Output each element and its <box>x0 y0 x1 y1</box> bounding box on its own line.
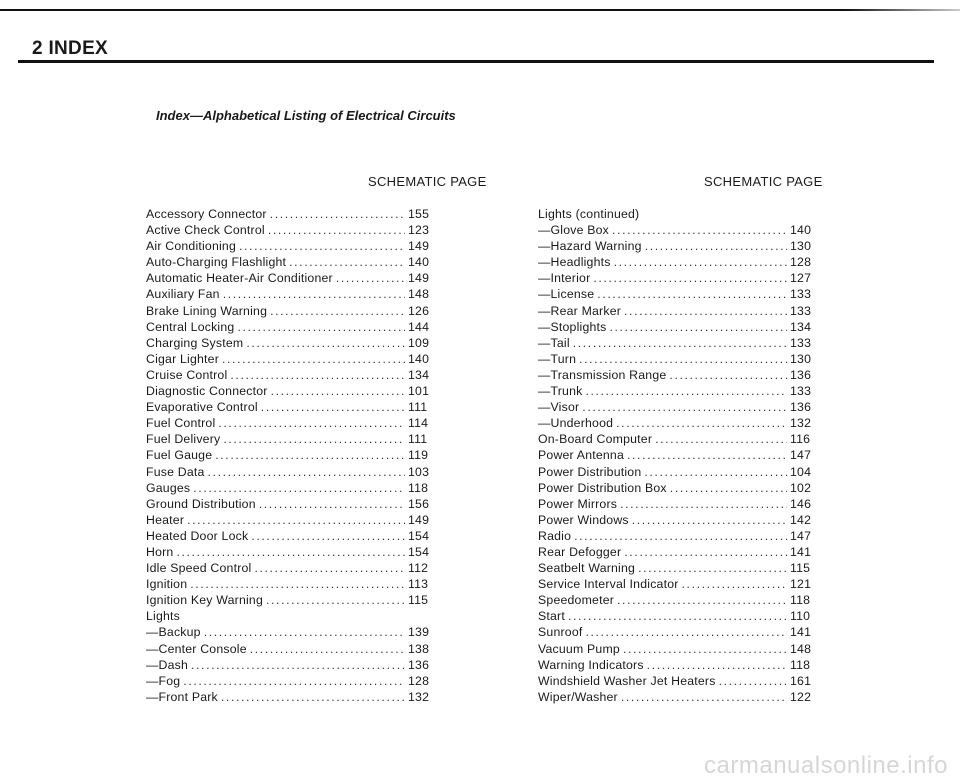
entry-name: Rear Defogger <box>538 544 622 559</box>
entry-page-number: 154 <box>408 528 430 543</box>
entry-name: Service Interval Indicator <box>538 577 679 592</box>
heading-rule <box>18 60 934 63</box>
entry-page-number: 133 <box>790 303 812 318</box>
entry-name: Ground Distribution <box>146 496 256 511</box>
entry-page-number: 113 <box>408 577 429 592</box>
entry-name: —Tail <box>538 335 570 350</box>
entry-page-number: 155 <box>408 207 430 221</box>
dot-leader <box>190 576 405 592</box>
index-entry <box>538 431 814 447</box>
index-entry <box>146 399 432 415</box>
entry-name: Fuel Gauge <box>146 448 213 463</box>
dot-leader <box>670 480 787 496</box>
index-entry <box>538 528 814 544</box>
index-entry <box>146 367 432 383</box>
entry-page-number: 118 <box>408 480 429 495</box>
entry-name: Fuel Delivery <box>146 432 221 447</box>
dot-leader <box>259 496 405 512</box>
entry-page-number: 136 <box>790 367 812 382</box>
index-entry <box>538 319 814 335</box>
entry-page-number: 103 <box>408 464 430 479</box>
index-entry <box>146 560 432 576</box>
entry-name: —Visor <box>538 400 580 415</box>
index-entry <box>146 222 432 238</box>
index-entry <box>146 303 432 319</box>
dot-leader <box>597 286 787 302</box>
index-entry <box>146 496 432 512</box>
dot-leader <box>239 238 405 254</box>
entry-page-number: 144 <box>408 319 430 334</box>
index-entry <box>538 399 814 415</box>
index-entry <box>538 270 814 286</box>
dot-leader <box>579 351 787 367</box>
dot-leader <box>568 608 787 624</box>
dot-leader <box>669 367 787 383</box>
entry-name: Wiper/Washer <box>538 689 618 704</box>
dot-leader <box>719 673 787 689</box>
dot-leader <box>616 415 787 431</box>
index-subtitle: Index—Alphabetical Listing of Electrical Circuits <box>156 108 456 123</box>
dot-leader <box>617 592 787 608</box>
dot-leader <box>223 286 405 302</box>
index-entry <box>538 303 814 319</box>
index-entry <box>146 641 432 657</box>
entry-name: Lights (continued) <box>538 207 640 221</box>
entry-name: Power Windows <box>538 512 629 527</box>
entry-name: Seatbelt Warning <box>538 561 636 576</box>
entry-page-number: 132 <box>408 689 430 704</box>
entry-name: —Underhood <box>538 416 614 431</box>
entry-name: Windshield Washer Jet Heaters <box>538 673 716 688</box>
entry-page-number: 119 <box>408 448 429 463</box>
index-entry <box>538 415 814 431</box>
entry-page-number: 149 <box>408 239 430 254</box>
entry-page-number: 134 <box>408 367 430 382</box>
entry-page-number: 147 <box>790 448 812 463</box>
index-list-right <box>538 206 814 705</box>
entry-name: Ignition Key Warning <box>146 593 264 608</box>
index-entry <box>146 335 432 351</box>
entry-name: Speedometer <box>538 593 615 608</box>
index-entry <box>146 512 432 528</box>
watermark: carmanualsonline.info <box>704 752 948 779</box>
index-entry <box>538 383 814 399</box>
entry-page-number: 115 <box>408 593 429 608</box>
entry-name: Idle Speed Control <box>146 561 252 576</box>
entry-page-number: 121 <box>790 577 812 592</box>
entry-name: Auxiliary Fan <box>146 287 220 302</box>
entry-page-number: 110 <box>790 609 811 624</box>
dot-leader <box>682 576 787 592</box>
index-entry <box>146 592 432 608</box>
entry-name: Heated Door Lock <box>146 528 249 543</box>
dot-leader <box>204 624 405 640</box>
entry-page-number: 134 <box>790 319 812 334</box>
index-entry <box>538 657 814 673</box>
entry-page-number: 142 <box>790 512 812 527</box>
index-entry <box>146 254 432 270</box>
index-entry <box>538 238 814 254</box>
index-entry <box>146 206 432 222</box>
index-entry <box>146 657 432 673</box>
index-entry <box>146 608 432 624</box>
entry-name: Start <box>538 609 565 624</box>
dot-leader <box>610 319 788 335</box>
entry-page-number: 136 <box>408 657 430 672</box>
index-entry <box>146 383 432 399</box>
entry-name: Air Conditioning <box>146 239 237 254</box>
entry-page-number: 116 <box>790 432 811 447</box>
entry-name: Sunroof <box>538 625 583 640</box>
index-entry <box>538 367 814 383</box>
entry-page-number: 109 <box>408 335 430 350</box>
entry-page-number: 133 <box>790 335 812 350</box>
entry-page-number: 114 <box>408 416 429 431</box>
index-entry <box>538 496 814 512</box>
dot-leader <box>336 270 405 286</box>
entry-page-number: 130 <box>790 351 812 366</box>
dot-leader <box>574 528 787 544</box>
entry-name: —Rear Marker <box>538 303 622 318</box>
entry-name: Cruise Control <box>146 367 228 382</box>
dot-leader <box>254 560 405 576</box>
index-entry <box>146 319 432 335</box>
index-entry <box>146 431 432 447</box>
entry-page-number: 141 <box>790 625 812 640</box>
dot-leader <box>191 657 405 673</box>
index-entry <box>538 673 814 689</box>
entry-page-number: 122 <box>790 689 812 704</box>
dot-leader <box>632 512 787 528</box>
dot-leader <box>621 689 787 705</box>
index-entry <box>538 512 814 528</box>
index-entry <box>146 447 432 463</box>
index-entry <box>538 206 814 222</box>
entry-name: —Center Console <box>146 641 247 656</box>
index-entry <box>146 464 432 480</box>
dot-leader <box>655 431 787 447</box>
entry-page-number: 128 <box>408 673 430 688</box>
entry-name: Central Locking <box>146 319 235 334</box>
entry-name: —Backup <box>146 625 201 640</box>
entry-name: Charging System <box>146 335 244 350</box>
entry-name: Power Distribution Box <box>538 480 667 495</box>
entry-page-number: 140 <box>408 351 430 366</box>
index-entry <box>538 576 814 592</box>
index-entry <box>146 673 432 689</box>
index-entry <box>538 335 814 351</box>
entry-name: —Transmission Range <box>538 367 667 382</box>
dot-leader <box>223 431 405 447</box>
entry-name: Brake Lining Warning <box>146 303 268 318</box>
entry-name: Power Mirrors <box>538 496 618 511</box>
entry-name: Radio <box>538 528 572 543</box>
top-rule <box>0 9 960 11</box>
entry-page-number: 139 <box>408 625 430 640</box>
dot-leader <box>221 689 405 705</box>
dot-leader <box>585 383 787 399</box>
dot-leader <box>261 399 405 415</box>
dot-leader <box>250 641 405 657</box>
dot-leader <box>638 560 787 576</box>
column-header-left: SCHEMATIC PAGE <box>368 174 487 189</box>
entry-name: —Glove Box <box>538 223 610 238</box>
entry-page-number: 128 <box>790 255 812 270</box>
dot-leader <box>593 270 787 286</box>
index-entry <box>538 592 814 608</box>
entry-name: Cigar Lighter <box>146 351 220 366</box>
dot-leader <box>585 624 787 640</box>
dot-leader <box>215 447 405 463</box>
dot-leader <box>176 544 405 560</box>
dot-leader <box>268 222 405 238</box>
index-entry <box>538 447 814 463</box>
entry-page-number: 138 <box>408 641 430 656</box>
entry-page-number: 149 <box>408 512 430 527</box>
entry-page-number: 156 <box>408 496 430 511</box>
entry-page-number: 112 <box>408 561 429 576</box>
entry-page-number: 147 <box>790 528 812 543</box>
entry-page-number: 133 <box>790 287 812 302</box>
entry-page-number: 154 <box>408 544 430 559</box>
entry-page-number: 148 <box>790 641 812 656</box>
entry-page-number: 101 <box>408 384 430 399</box>
entry-page-number: 118 <box>790 593 811 608</box>
dot-leader <box>614 254 787 270</box>
entry-name: —Turn <box>538 351 577 366</box>
entry-name: On-Board Computer <box>538 432 653 447</box>
dot-leader <box>270 206 405 222</box>
dot-leader <box>645 238 787 254</box>
entry-page-number: 132 <box>790 416 812 431</box>
entry-name: —Front Park <box>146 689 218 704</box>
entry-name: Vacuum Pump <box>538 641 620 656</box>
entry-name: Power Distribution <box>538 464 642 479</box>
dot-leader <box>289 254 405 270</box>
dot-leader <box>647 657 787 673</box>
entry-page-number: 126 <box>408 303 430 318</box>
index-entry <box>146 270 432 286</box>
entry-page-number: 127 <box>790 271 812 286</box>
dot-leader <box>193 480 405 496</box>
dot-leader <box>644 464 787 480</box>
entry-page-number: 111 <box>408 432 428 447</box>
entry-page-number: 136 <box>790 400 812 415</box>
page-title: 2 INDEX <box>32 38 109 59</box>
dot-leader <box>266 592 405 608</box>
entry-name: —Headlights <box>538 255 611 270</box>
entry-name: —Interior <box>538 271 591 286</box>
entry-name: —Dash <box>146 657 189 672</box>
index-entry <box>146 480 432 496</box>
entry-name: —License <box>538 287 595 302</box>
index-entry <box>538 689 814 705</box>
index-entry <box>538 286 814 302</box>
column-header-right: SCHEMATIC PAGE <box>704 174 823 189</box>
index-entry <box>538 560 814 576</box>
index-entry <box>538 464 814 480</box>
dot-leader <box>624 303 787 319</box>
entry-name: Gauges <box>146 480 191 495</box>
entry-name: Accessory Connector <box>146 207 267 221</box>
entry-page-number: 161 <box>790 673 812 688</box>
entry-name: Automatic Heater-Air Conditioner <box>146 271 333 286</box>
dot-leader <box>218 415 405 431</box>
index-entry <box>146 351 432 367</box>
entry-name: —Trunk <box>538 384 583 399</box>
dot-leader <box>612 222 787 238</box>
entry-page-number: 140 <box>408 255 430 270</box>
dot-leader <box>627 447 787 463</box>
index-entry <box>146 286 432 302</box>
entry-name: Fuse Data <box>146 464 205 479</box>
dot-leader <box>183 673 405 689</box>
dot-leader <box>187 512 405 528</box>
dot-leader <box>623 641 787 657</box>
index-entry <box>146 689 432 705</box>
entry-page-number: 141 <box>790 544 812 559</box>
index-entry <box>538 254 814 270</box>
dot-leader <box>251 528 405 544</box>
index-entry <box>538 608 814 624</box>
entry-name: Power Antenna <box>538 448 625 463</box>
dot-leader <box>620 496 787 512</box>
index-entry <box>146 415 432 431</box>
index-entry <box>146 624 432 640</box>
entry-name: —Fog <box>146 673 181 688</box>
entry-name: Diagnostic Connector <box>146 384 268 399</box>
index-entry <box>146 238 432 254</box>
entry-name: Lights <box>146 609 181 624</box>
entry-name: Heater <box>146 512 185 527</box>
dot-leader <box>582 399 787 415</box>
index-entry <box>538 641 814 657</box>
dot-leader <box>270 303 405 319</box>
entry-page-number: 123 <box>408 223 430 238</box>
entry-page-number: 115 <box>790 561 811 576</box>
index-entry <box>538 624 814 640</box>
index-entry <box>538 351 814 367</box>
index-entry <box>146 544 432 560</box>
index-entry <box>538 544 814 560</box>
dot-leader <box>237 319 405 335</box>
entry-page-number: 104 <box>790 464 812 479</box>
dot-leader <box>624 544 787 560</box>
entry-name: Auto-Charging Flashlight <box>146 255 287 270</box>
entry-name: Ignition <box>146 577 188 592</box>
entry-page-number: 102 <box>790 480 812 495</box>
index-entry <box>146 576 432 592</box>
dot-leader <box>271 383 405 399</box>
index-entry <box>146 528 432 544</box>
entry-name: Active Check Control <box>146 223 265 238</box>
entry-name: —Hazard Warning <box>538 239 642 254</box>
index-entry <box>538 222 814 238</box>
entry-page-number: 149 <box>408 271 430 286</box>
dot-leader <box>230 367 405 383</box>
entry-page-number: 146 <box>790 496 812 511</box>
entry-page-number: 118 <box>790 657 811 672</box>
dot-leader <box>573 335 787 351</box>
entry-page-number: 148 <box>408 287 430 302</box>
entry-page-number: 111 <box>408 400 428 415</box>
entry-page-number: 133 <box>790 384 812 399</box>
entry-page-number: 130 <box>790 239 812 254</box>
index-list-left <box>146 206 432 705</box>
entry-name: Fuel Control <box>146 416 216 431</box>
entry-name: Warning Indicators <box>538 657 644 672</box>
entry-name: Horn <box>146 544 174 559</box>
entry-page-number: 140 <box>790 223 812 238</box>
dot-leader <box>246 335 405 351</box>
dot-leader <box>222 351 405 367</box>
index-entry <box>538 480 814 496</box>
entry-name: —Stoplights <box>538 319 607 334</box>
dot-leader <box>208 464 405 480</box>
entry-name: Evaporative Control <box>146 400 258 415</box>
